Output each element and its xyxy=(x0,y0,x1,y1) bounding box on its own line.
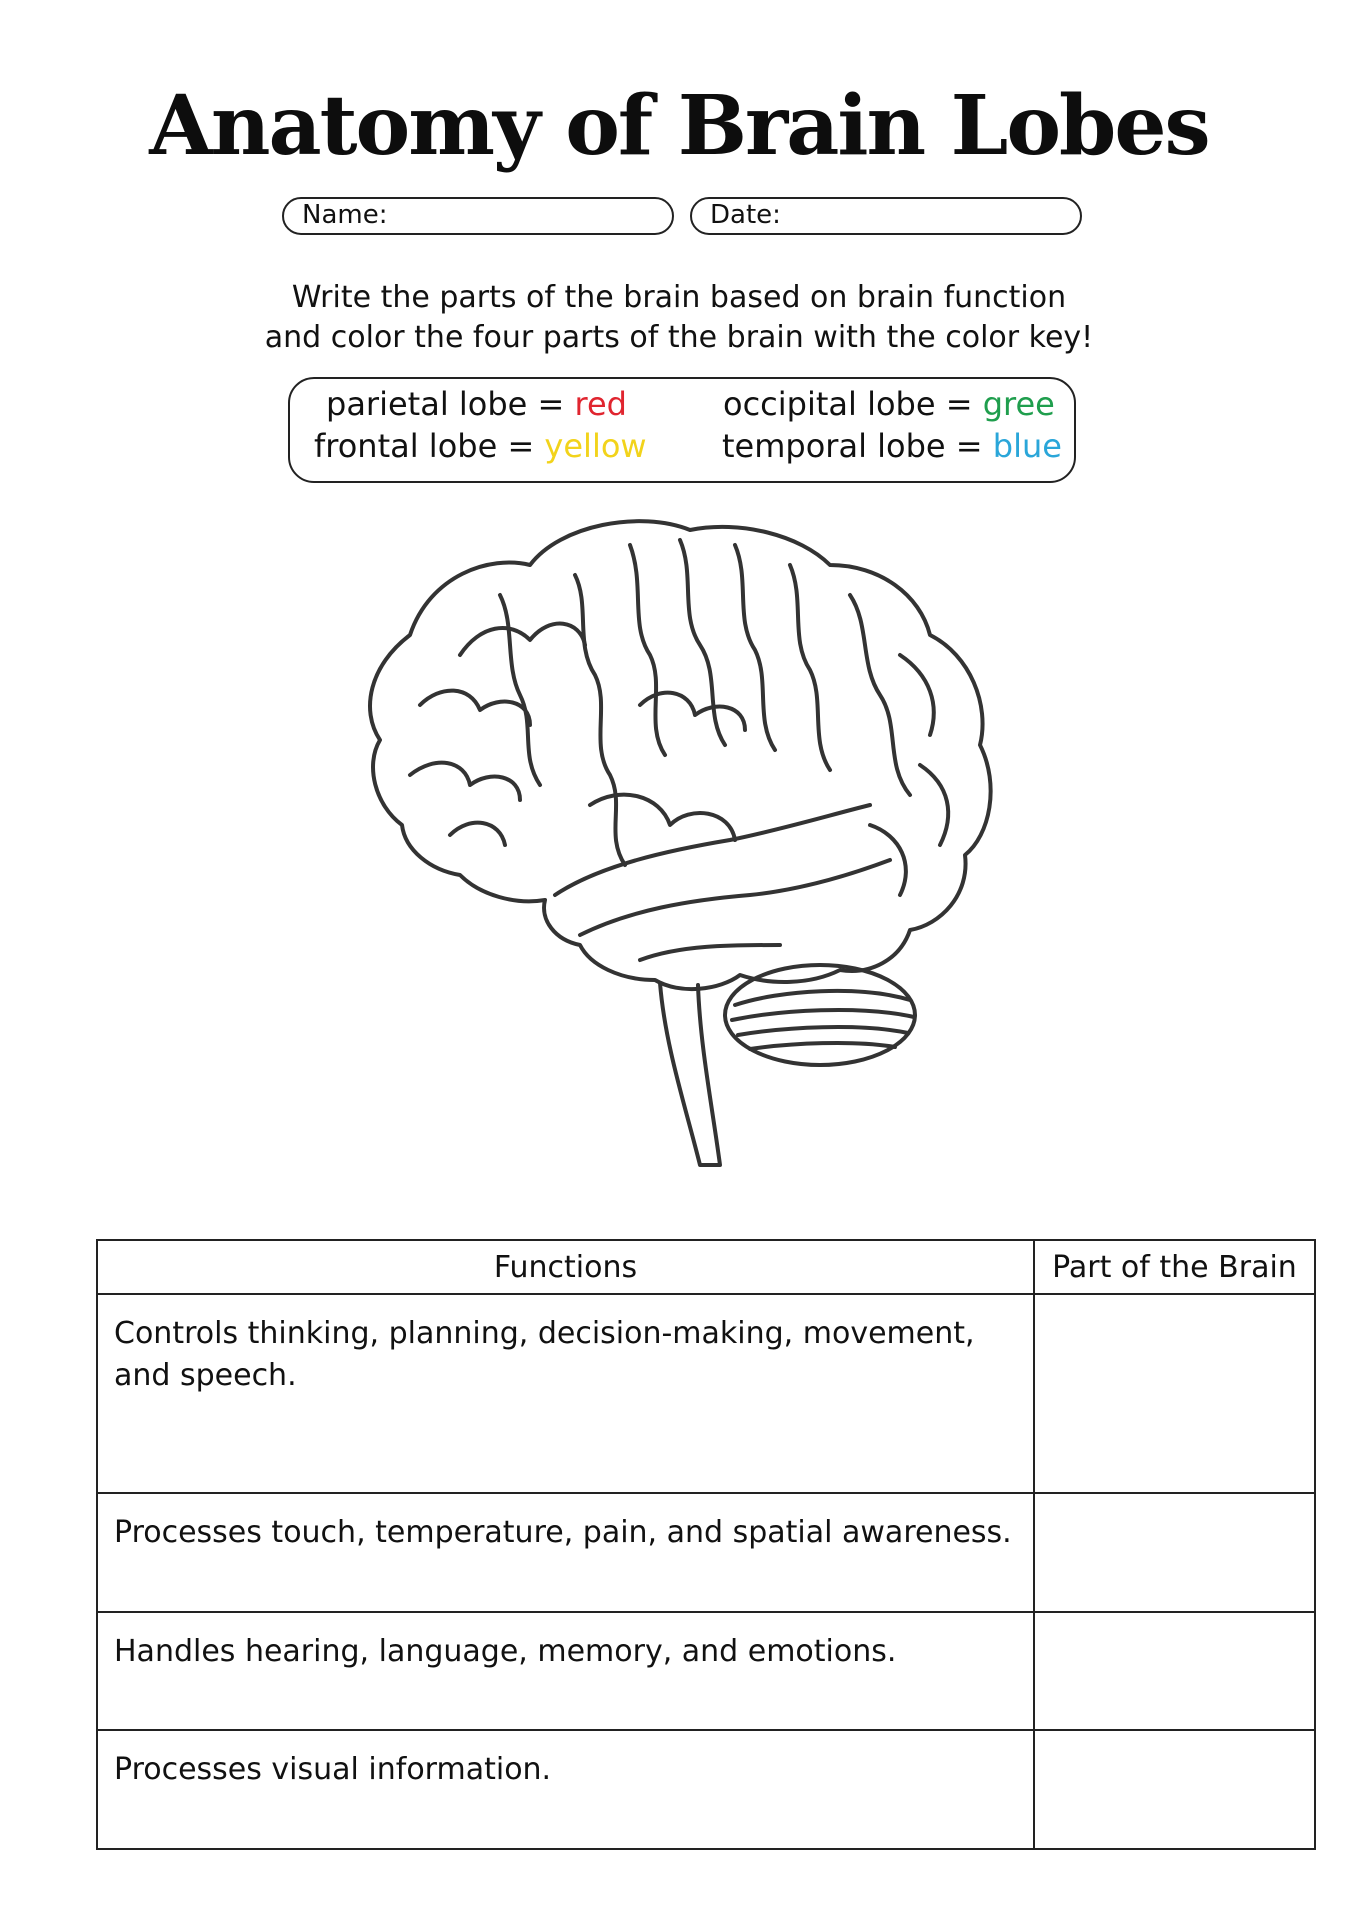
function-cell: Processes visual information. xyxy=(97,1730,1034,1849)
color-key xyxy=(288,377,1076,483)
answer-cell[interactable] xyxy=(1034,1493,1315,1612)
header-part-of-brain: Part of the Brain xyxy=(1034,1240,1315,1294)
instructions-line-1: Write the parts of the brain based on brain function xyxy=(291,280,1067,315)
cerebrum-outline xyxy=(370,521,991,989)
date-label: Date: xyxy=(710,200,781,230)
key-color-word: red xyxy=(574,385,627,423)
functions-table xyxy=(96,1239,1316,1850)
key-item-occipital: occipital lobe = gree xyxy=(723,385,1055,423)
date-field[interactable] xyxy=(690,197,1082,235)
brain-illustration[interactable] xyxy=(340,505,1020,1185)
name-label: Name: xyxy=(302,200,388,230)
answer-cell[interactable] xyxy=(1034,1612,1315,1731)
answer-cell[interactable] xyxy=(1034,1294,1315,1493)
name-field[interactable] xyxy=(282,197,674,235)
function-cell: Controls thinking, planning, decision-making, movement, and speech. xyxy=(97,1294,1034,1493)
key-item-parietal: parietal lobe = red xyxy=(326,385,627,423)
function-cell: Handles hearing, language, memory, and emotions. xyxy=(97,1612,1034,1731)
header-functions: Functions xyxy=(97,1240,1034,1294)
page-title: Anatomy of Brain Lobes xyxy=(149,78,1209,174)
key-item-frontal: frontal lobe = yellow xyxy=(314,427,647,465)
key-color-word: yellow xyxy=(544,427,647,465)
table-row xyxy=(97,1493,1315,1612)
table-row xyxy=(97,1730,1315,1849)
instructions-line-2: and color the four parts of the brain with the color key! xyxy=(264,320,1094,355)
table-row xyxy=(97,1612,1315,1731)
table-row xyxy=(97,1294,1315,1493)
instructions xyxy=(0,278,1358,358)
brainstem xyxy=(660,983,720,1165)
answer-cell[interactable] xyxy=(1034,1730,1315,1849)
key-item-temporal: temporal lobe = blue xyxy=(722,427,1062,465)
key-color-word: gree xyxy=(982,385,1055,423)
function-cell: Processes touch, temperature, pain, and spatial awareness. xyxy=(97,1493,1034,1612)
key-color-word: blue xyxy=(992,427,1062,465)
